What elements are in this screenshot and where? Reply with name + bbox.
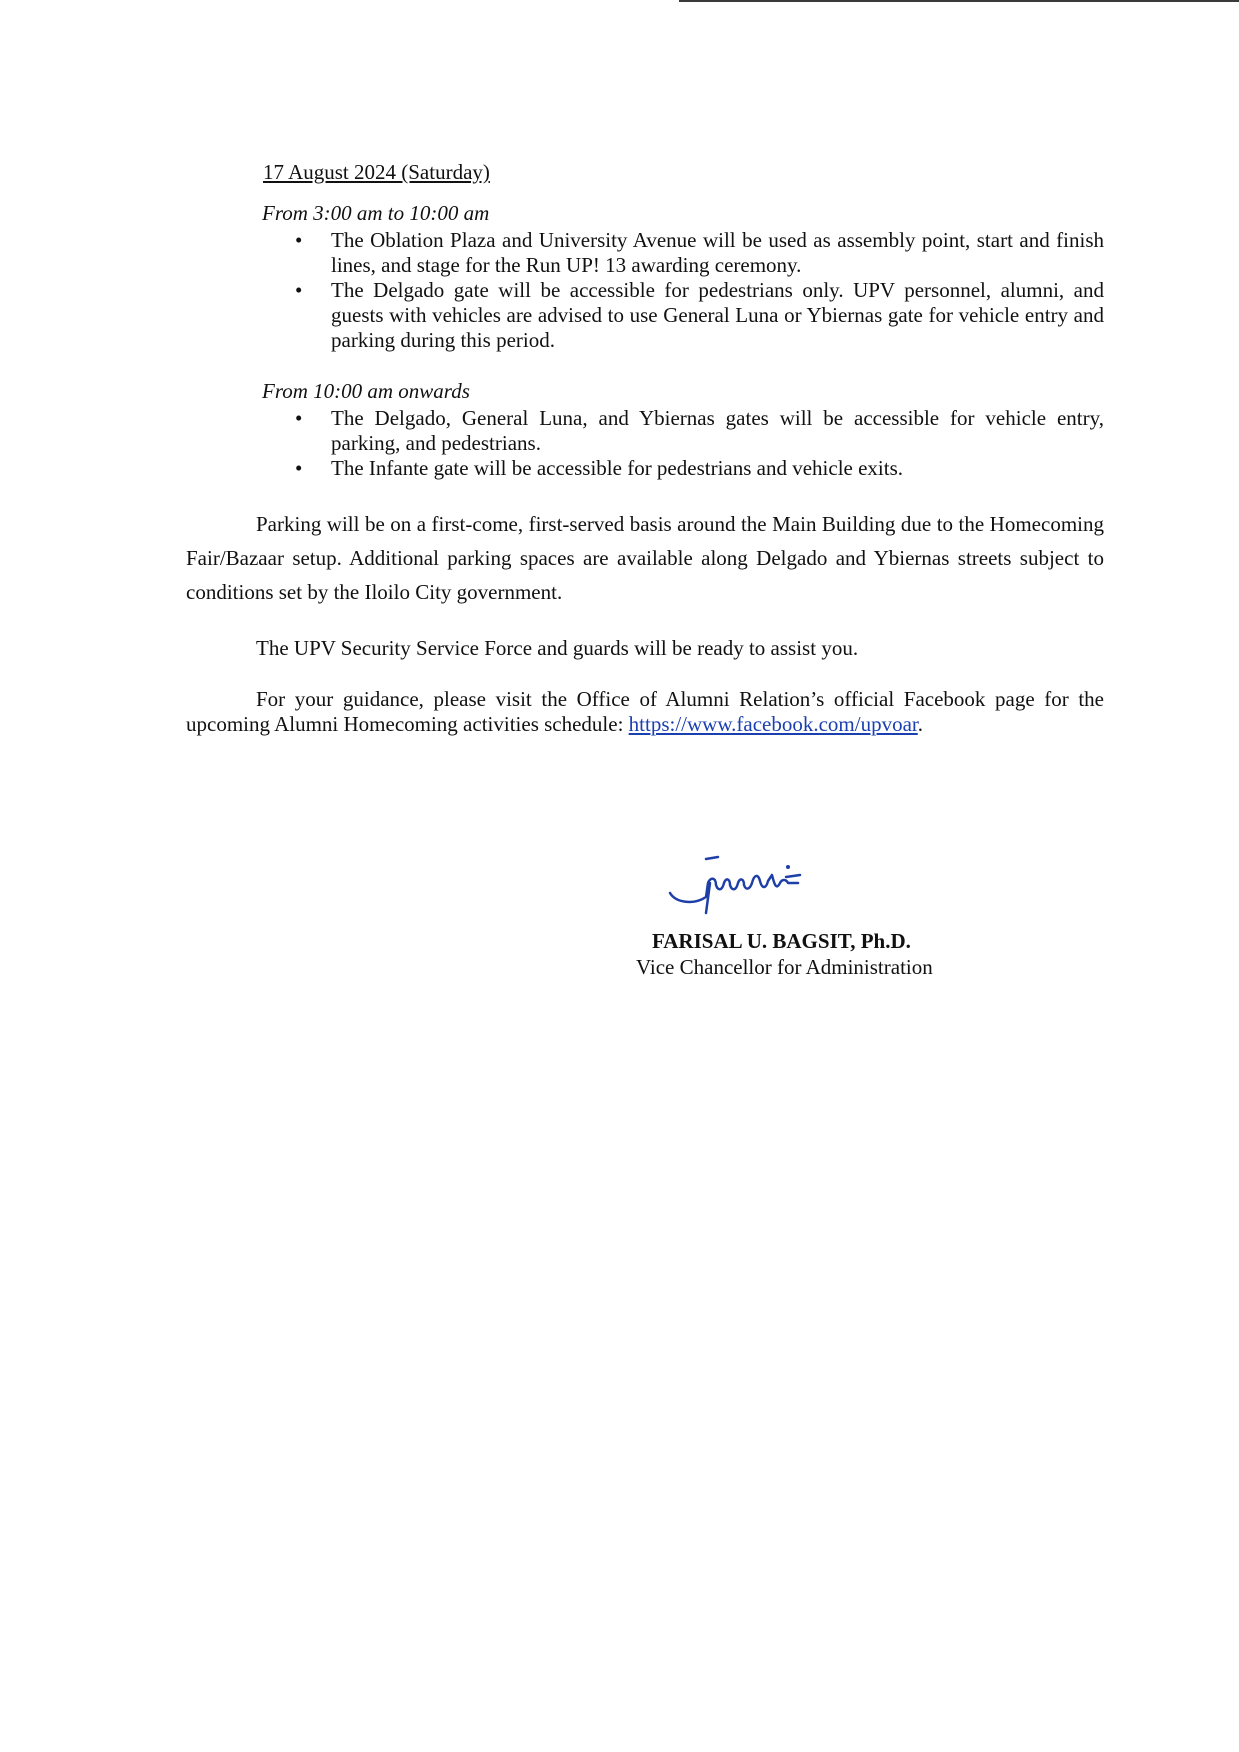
list-item xyxy=(186,456,1104,481)
security-paragraph: The UPV Security Service Force and guards will be ready to assist you. xyxy=(256,636,859,660)
list-item-text: The Oblation Plaza and University Avenue will be used as assembly point, start and finish lines, and stage for the Run UP! 13 awarding ceremony. xyxy=(331,228,1104,277)
date-heading: 17 August 2024 (Saturday) xyxy=(263,160,490,184)
list-item-text: The Delgado gate will be accessible for pedestrians only. UPV personnel, alumni, and guests with vehicles are advised to use General Luna or Ybiernas gate for vehicle entry and parking during this period. xyxy=(331,278,1104,352)
guidance-end: . xyxy=(917,712,923,736)
bullet-list xyxy=(186,228,1104,353)
list-item xyxy=(186,278,1104,353)
guidance-paragraph xyxy=(186,687,1104,737)
period-title: From 3:00 am to 10:00 am xyxy=(262,201,490,225)
guidance-text: For your guidance, please visit the Office of Alumni Relation’s official Facebook page for the upcoming Alumni Homecoming activities schedule: xyxy=(186,687,1104,736)
list-item xyxy=(186,228,1104,278)
bullet-icon: • xyxy=(295,278,303,302)
signatory-name: FARISAL U. BAGSIT, Ph.D. xyxy=(652,929,911,953)
schedule-period-1 xyxy=(186,201,1104,353)
parking-paragraph: Parking will be on a first-come, first-served basis around the Main Building due to the Homecoming Fair/Bazaar setup. Additional parking spaces are available along Delgado and Ybiernas streets subject to conditions set by the Iloilo City government. xyxy=(186,512,1104,604)
signatory-title: Vice Chancellor for Administration xyxy=(636,955,933,979)
top-edge-rule xyxy=(679,0,1239,2)
bullet-icon: • xyxy=(295,228,303,252)
bullet-icon: • xyxy=(295,456,303,480)
bullet-icon: • xyxy=(295,406,303,430)
bullet-list xyxy=(186,406,1104,481)
schedule-period-2 xyxy=(186,379,1104,481)
handwritten-signature xyxy=(666,853,836,923)
period-title: From 10:00 am onwards xyxy=(262,379,470,403)
list-item-text: The Infante gate will be accessible for pedestrians and vehicle exits. xyxy=(331,456,904,480)
list-item-text: The Delgado, General Luna, and Ybiernas gates will be accessible for vehicle entry, parking, and pedestrians. xyxy=(331,406,1104,455)
facebook-page-link[interactable]: https://www.facebook.com/upvoar xyxy=(628,712,918,736)
list-item xyxy=(186,406,1104,456)
document-body xyxy=(186,160,1104,759)
